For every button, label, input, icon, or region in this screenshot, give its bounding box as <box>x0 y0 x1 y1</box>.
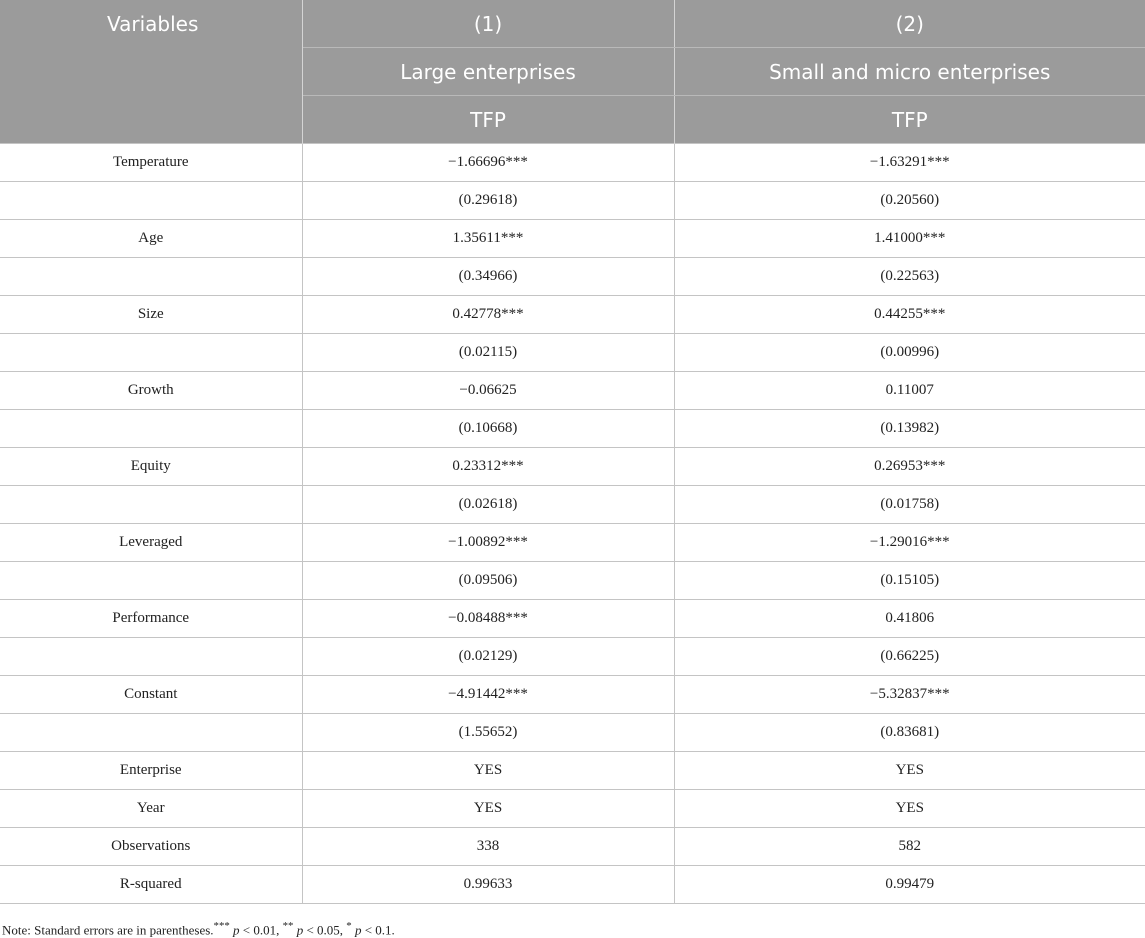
table-row <box>0 258 1145 296</box>
cell-large-enterprises: −0.06625 <box>302 372 674 410</box>
cell-large-enterprises: −1.66696*** <box>302 144 674 182</box>
cell-small-micro-enterprises: 0.41806 <box>674 600 1145 638</box>
table-row <box>0 334 1145 372</box>
table-row <box>0 600 1145 638</box>
row-label: Year <box>0 790 302 828</box>
row-label <box>0 638 302 676</box>
row-label: Growth <box>0 372 302 410</box>
cell-small-micro-enterprises: (0.66225) <box>674 638 1145 676</box>
row-label: R-squared <box>0 866 302 904</box>
row-label: Equity <box>0 448 302 486</box>
row-label <box>0 486 302 524</box>
cell-small-micro-enterprises: (0.01758) <box>674 486 1145 524</box>
cell-large-enterprises: −1.00892*** <box>302 524 674 562</box>
header-col2-number: (2) <box>674 0 1145 48</box>
cell-small-micro-enterprises: 582 <box>674 828 1145 866</box>
row-label: Observations <box>0 828 302 866</box>
cell-large-enterprises: (0.29618) <box>302 182 674 220</box>
header-col1-dependent-var: TFP <box>302 96 674 144</box>
cell-small-micro-enterprises: (0.20560) <box>674 182 1145 220</box>
cell-small-micro-enterprises: −1.29016*** <box>674 524 1145 562</box>
cell-small-micro-enterprises: (0.15105) <box>674 562 1145 600</box>
table-row <box>0 562 1145 600</box>
cell-small-micro-enterprises: 0.44255*** <box>674 296 1145 334</box>
cell-small-micro-enterprises: (0.00996) <box>674 334 1145 372</box>
cell-large-enterprises: 0.99633 <box>302 866 674 904</box>
header-col1-number: (1) <box>302 0 674 48</box>
table-row <box>0 372 1145 410</box>
cell-small-micro-enterprises: (0.13982) <box>674 410 1145 448</box>
cell-large-enterprises: 0.42778*** <box>302 296 674 334</box>
row-label <box>0 562 302 600</box>
cell-large-enterprises: (0.09506) <box>302 562 674 600</box>
cell-small-micro-enterprises: YES <box>674 790 1145 828</box>
table-row <box>0 182 1145 220</box>
row-label: Performance <box>0 600 302 638</box>
table-row <box>0 448 1145 486</box>
table-row <box>0 296 1145 334</box>
cell-small-micro-enterprises: (0.22563) <box>674 258 1145 296</box>
row-label <box>0 410 302 448</box>
row-label: Enterprise <box>0 752 302 790</box>
cell-large-enterprises: −4.91442*** <box>302 676 674 714</box>
header-variables: Variables <box>0 0 302 144</box>
cell-large-enterprises: 0.23312*** <box>302 448 674 486</box>
cell-small-micro-enterprises: 0.26953*** <box>674 448 1145 486</box>
table-row <box>0 144 1145 182</box>
cell-small-micro-enterprises: −1.63291*** <box>674 144 1145 182</box>
row-label <box>0 182 302 220</box>
cell-large-enterprises: (1.55652) <box>302 714 674 752</box>
row-label <box>0 334 302 372</box>
cell-small-micro-enterprises: 0.99479 <box>674 866 1145 904</box>
table-row <box>0 676 1145 714</box>
cell-small-micro-enterprises: (0.83681) <box>674 714 1145 752</box>
cell-large-enterprises: (0.02129) <box>302 638 674 676</box>
row-label <box>0 714 302 752</box>
cell-large-enterprises: −0.08488*** <box>302 600 674 638</box>
row-label: Temperature <box>0 144 302 182</box>
cell-large-enterprises: (0.02115) <box>302 334 674 372</box>
cell-small-micro-enterprises: 1.41000*** <box>674 220 1145 258</box>
table-row <box>0 714 1145 752</box>
table-row <box>0 866 1145 904</box>
cell-small-micro-enterprises: 0.11007 <box>674 372 1145 410</box>
table-row <box>0 828 1145 866</box>
header-col2-dependent-var: TFP <box>674 96 1145 144</box>
header-col1-group: Large enterprises <box>302 48 674 96</box>
table-row <box>0 638 1145 676</box>
cell-large-enterprises: YES <box>302 752 674 790</box>
cell-large-enterprises: (0.10668) <box>302 410 674 448</box>
table-row <box>0 752 1145 790</box>
table-row <box>0 220 1145 258</box>
row-label: Size <box>0 296 302 334</box>
table-row <box>0 790 1145 828</box>
table-row <box>0 524 1145 562</box>
table-row <box>0 486 1145 524</box>
cell-small-micro-enterprises: YES <box>674 752 1145 790</box>
cell-small-micro-enterprises: −5.32837*** <box>674 676 1145 714</box>
cell-large-enterprises: (0.34966) <box>302 258 674 296</box>
cell-large-enterprises: YES <box>302 790 674 828</box>
table-note: Note: Standard errors are in parentheses.*** p < 0.01, ** p < 0.05, * p < 0.1. <box>2 920 395 938</box>
row-label: Constant <box>0 676 302 714</box>
table-row <box>0 410 1145 448</box>
cell-large-enterprises: (0.02618) <box>302 486 674 524</box>
row-label: Leveraged <box>0 524 302 562</box>
row-label <box>0 258 302 296</box>
table-header <box>0 0 1145 144</box>
cell-large-enterprises: 1.35611*** <box>302 220 674 258</box>
header-col2-group: Small and micro enterprises <box>674 48 1145 96</box>
table-body <box>0 144 1145 904</box>
cell-large-enterprises: 338 <box>302 828 674 866</box>
row-label: Age <box>0 220 302 258</box>
